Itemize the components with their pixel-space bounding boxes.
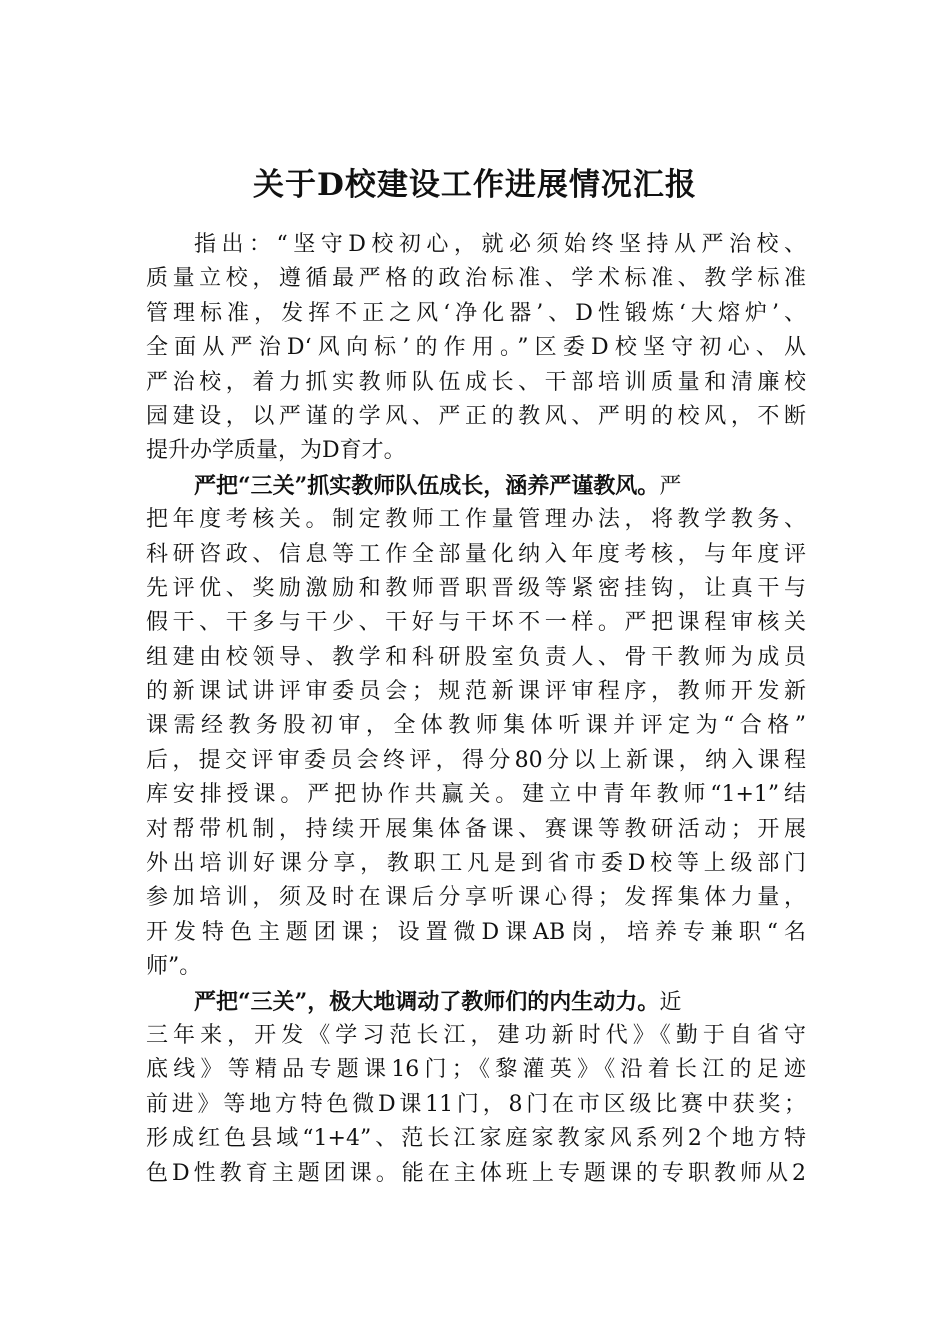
paragraph-intro	[146, 228, 806, 469]
paragraph-first-line-rest: 严	[659, 473, 682, 499]
text-line: 先评优、奖励激励和教师晋职晋级等紧密挂钩，让真干与	[146, 575, 806, 601]
text-line: 三年来，开发《学习范长江，建功新时代》《勤于自省守	[146, 1022, 806, 1048]
text-line: 园建设，以严谨的学风、严正的教风、严明的校风，不断	[146, 403, 806, 429]
text-line: 提升办学质量，为D育才。	[146, 438, 406, 464]
paragraph-heading: 严把“三关”抓实教师队伍成长，涵养严谨教风。	[194, 472, 660, 499]
paragraph-first-line	[146, 469, 806, 503]
text-line: 色D性教育主题团课。能在主体班上专题课的专职教师从2	[146, 1160, 806, 1186]
paragraph-heading: 严把“三关”，极大地调动了教师们的内生动力。	[194, 988, 660, 1015]
text-line: 后，提交评审委员会终评，得分80分以上新课，纳入课程	[146, 747, 806, 773]
text-line: 全面从严治D‘风向标’的作用。”区委D校坚守初心、从	[146, 335, 806, 361]
text-line: 开发特色主题团课；设置微D课AB岗，培养专兼职“名	[146, 919, 806, 945]
text-line: 形成红色县域“1+4”、范长江家庭家教家风系列2个地方特	[146, 1126, 806, 1152]
paragraph-results	[146, 985, 806, 1191]
text-line: 参加培训，须及时在课后分享听课心得；发挥集体力量，	[146, 885, 806, 911]
text-line: 库安排授课。严把协作共赢关。建立中青年教师“1+1”结	[146, 782, 806, 808]
text-line: 质量立校，遵循最严格的政治标准、学术标准、教学标准	[146, 266, 806, 292]
document-body	[146, 228, 806, 1191]
text-line: 课需经教务股初审，全体教师集体听课并评定为“合格”	[146, 713, 806, 739]
text-line: 指出：“坚守D校初心，就必须始终坚持从严治校、	[194, 232, 806, 257]
document-title: 关于D校建设工作进展情况汇报	[253, 167, 697, 203]
text-line: 的新课试讲评审委员会；规范新课评审程序，教师开发新	[146, 679, 806, 705]
paragraph-first-line	[146, 985, 806, 1019]
text-line: 组建由校领导、教学和科研股室负责人、骨干教师为成员	[146, 644, 806, 670]
paragraph-first-line-rest: 近	[659, 989, 682, 1015]
text-line: 外出培训好课分享，教职工凡是到省市委D校等上级部门	[146, 851, 806, 877]
text-line: 把年度考核关。制定教师工作量管理办法，将教学教务、	[146, 507, 806, 533]
text-line: 底线》等精品专题课16门；《黎灌英》《沿着长江的足迹	[146, 1057, 806, 1083]
text-line: 前进》等地方特色微D课11门，8门在市区级比赛中获奖；	[146, 1091, 806, 1117]
text-line: 科研咨政、信息等工作全部量化纳入年度考核，与年度评	[146, 541, 806, 567]
text-line: 严治校，着力抓实教师队伍成长、干部培训质量和清廉校	[146, 369, 806, 395]
paragraph-teacher-growth	[146, 469, 806, 985]
text-line: 管理标准，发挥不正之风‘净化器’、D性锻炼‘大熔炉’、	[146, 300, 806, 326]
text-line: 对帮带机制，持续开展集体备课、赛课等教研活动；开展	[146, 816, 806, 842]
text-line: 师”。	[146, 954, 202, 980]
text-line: 假干、干多与干少、干好与干坏不一样。严把课程审核关	[146, 610, 806, 636]
